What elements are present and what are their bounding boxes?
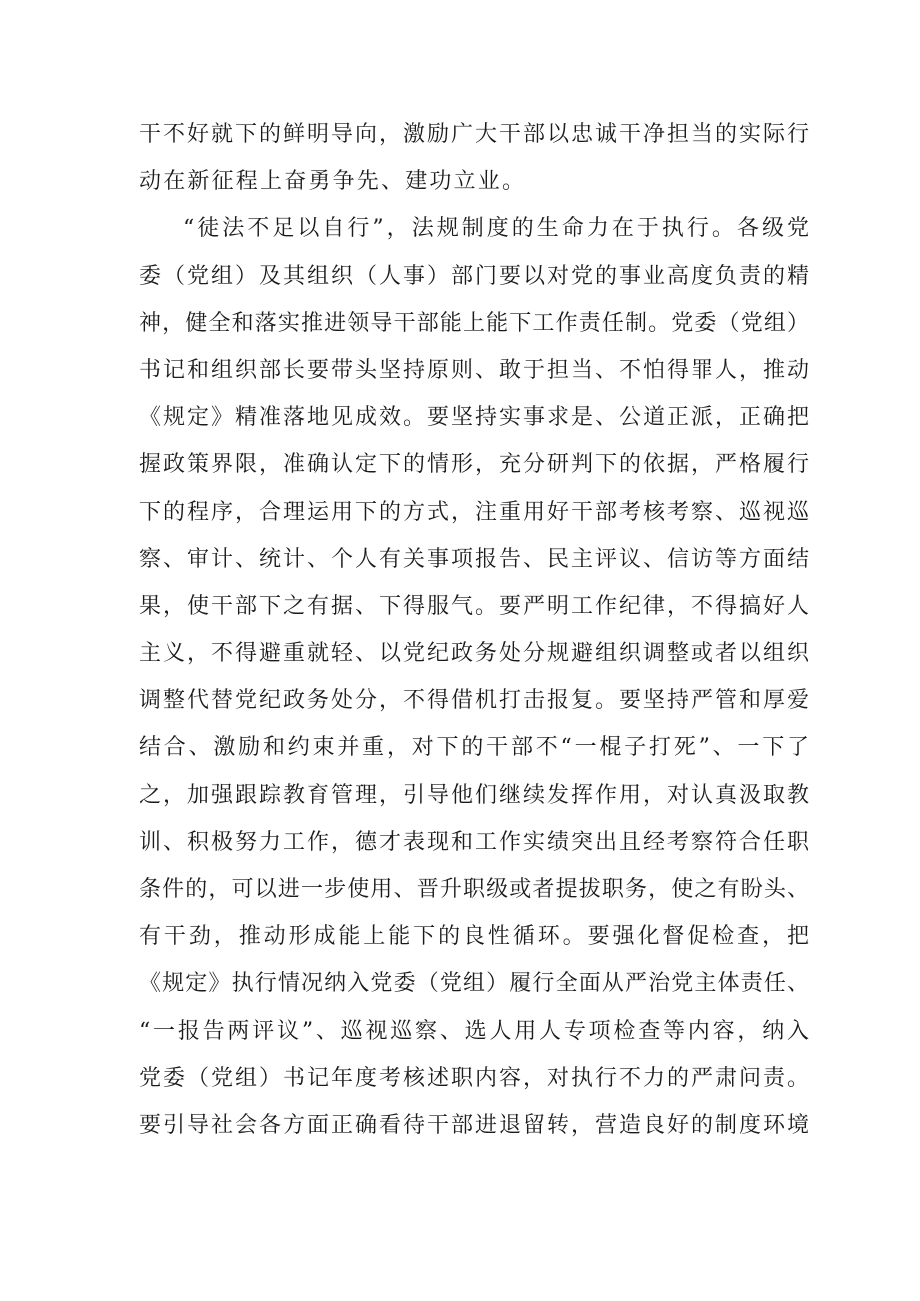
text-line: 下的程序，合理运用下的方式，注重用好干部考核考察、巡视巡 (139, 499, 809, 525)
text-line: 训、积极努力工作，德才表现和工作实绩突出且经考察符合任职 (139, 829, 809, 855)
text-line: 干不好就下的鲜明导向，激励广大干部以忠诚干净担当的实际行 (139, 122, 809, 147)
text-line: 果，使干部下之有据、下得服气。要严明工作纪律，不得搞好人 (139, 593, 809, 619)
text-line: “一报告两评议”、巡视巡察、选人用人专项检查等内容，纳入 (139, 1018, 809, 1044)
text-line: 要引导社会各方面正确看待干部进退留转，营造良好的制度环境 (139, 1112, 809, 1138)
text-line: 调整代替党纪政务处分，不得借机打击报复。要坚持严管和厚爱 (139, 688, 809, 714)
text-line: 动在新征程上奋勇争先、建功立业。 (139, 169, 527, 195)
text-line: 主义，不得避重就轻、以党纪政务处分规避组织调整或者以组织 (139, 641, 809, 667)
text-line: 《规定》精准落地见成效。要坚持实事求是、公道正派，正确把 (139, 405, 809, 431)
text-line-paragraph-start: “徒法不足以自行”，法规制度的生命力在于执行。各级党 (183, 216, 809, 242)
text-line: 书记和组织部长要带头坚持原则、敢于担当、不怕得罪人，推动 (139, 357, 809, 383)
text-line: 之，加强跟踪教育管理，引导他们继续发挥作用，对认真汲取教 (139, 782, 809, 808)
text-line: 条件的，可以进一步使用、晋升职级或者提拔职务，使之有盼头、 (139, 877, 809, 902)
text-line: 有干劲，推动形成能上能下的良性循环。要强化督促检查，把 (139, 924, 809, 950)
text-line: 结合、激励和约束并重，对下的干部不“一棍子打死”、一下了 (139, 735, 809, 761)
text-line: 《规定》执行情况纳入党委（党组）履行全面从严治党主体责任、 (139, 971, 809, 997)
text-line: 察、审计、统计、个人有关事项报告、民主评议、信访等方面结 (139, 546, 809, 572)
text-line: 握政策界限，准确认定下的情形，充分研判下的依据，严格履行 (139, 452, 809, 478)
text-line: 神，健全和落实推进领导干部能上能下工作责任制。党委（党组） (139, 310, 809, 336)
text-line: 党委（党组）书记年度考核述职内容，对执行不力的严肃问责。 (139, 1065, 809, 1091)
text-line: 委（党组）及其组织（人事）部门要以对党的事业高度负责的精 (139, 263, 809, 289)
document-body-text (139, 111, 809, 1149)
